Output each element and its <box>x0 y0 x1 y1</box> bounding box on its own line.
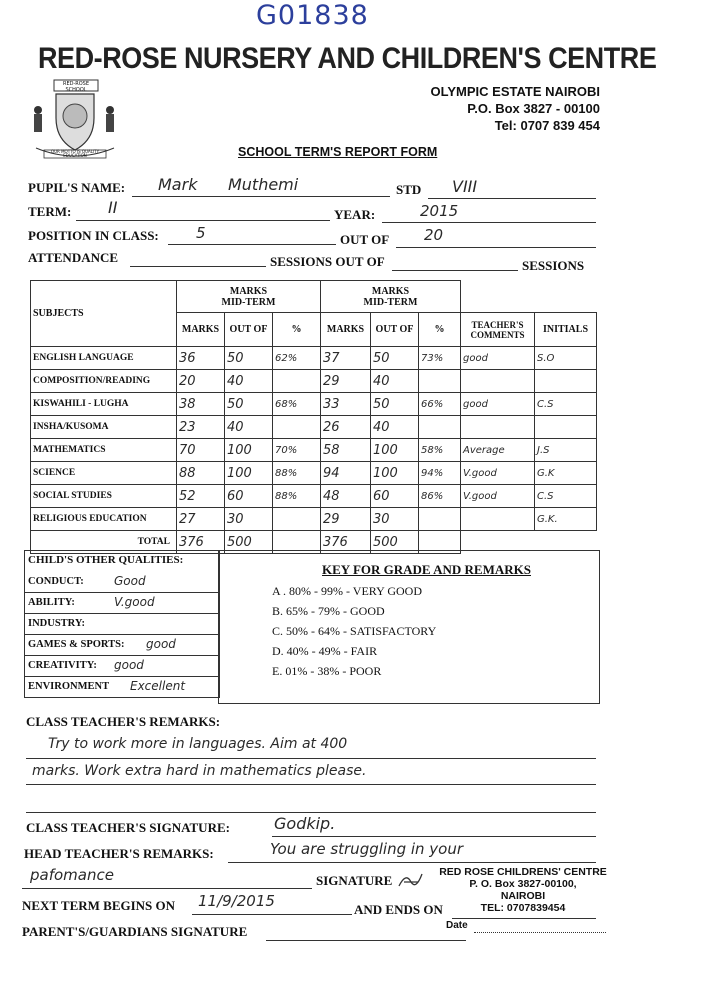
year-line <box>382 222 596 223</box>
empty-header-cell <box>461 281 597 313</box>
quality-divider <box>24 655 218 656</box>
stamp-line: P. O. Box 3827-00100, <box>469 878 577 890</box>
total-marks-1: 376 <box>177 531 225 554</box>
key-item: B. 65% - 79% - GOOD <box>272 604 385 618</box>
marks-2-cell: 33 <box>321 393 371 416</box>
initials-cell <box>535 370 597 393</box>
pct-2-cell: 73% <box>419 347 461 370</box>
subject-cell: INSHA/KUSOMA <box>31 416 177 439</box>
sessions-label: SESSIONS <box>522 258 585 273</box>
term-line <box>76 220 330 221</box>
stamp-line: RED ROSE CHILDRENS' CENTRE <box>439 866 607 878</box>
initials-cell: J.S <box>535 439 597 462</box>
comment-cell <box>461 508 535 531</box>
remarks-line-3 <box>26 812 596 813</box>
address-line: OLYMPIC ESTATE NAIROBI <box>430 84 600 99</box>
initials-cell <box>535 416 597 439</box>
table-row <box>31 439 597 462</box>
initials-cell: G.K <box>535 462 597 485</box>
pct-1-cell: 88% <box>273 462 321 485</box>
midterm-header-2 <box>321 281 461 313</box>
quality-value: Excellent <box>130 679 186 693</box>
table-row <box>31 347 597 370</box>
pct-1-cell <box>273 370 321 393</box>
pct-1-cell: 68% <box>273 393 321 416</box>
ends-on-label: AND ENDS ON <box>354 902 443 917</box>
class-teacher-remarks-label: CLASS TEACHER'S REMARKS: <box>26 714 221 729</box>
comment-cell: V.good <box>461 462 535 485</box>
out-of-1-cell: 100 <box>225 462 273 485</box>
key-item: E. 01% - 38% - POOR <box>272 664 382 678</box>
pupil-name-line <box>132 196 390 197</box>
comment-cell: V.good <box>461 485 535 508</box>
logo-motto: OUR MOTTO IS QUALITY EDUCATION <box>50 149 100 158</box>
total-label: TOTAL <box>31 531 177 554</box>
marks-2-cell: 26 <box>321 416 371 439</box>
position-label: POSITION IN CLASS: <box>28 228 159 243</box>
pct-2-cell <box>419 508 461 531</box>
initials-cell: C.S <box>535 393 597 416</box>
school-logo <box>30 78 120 164</box>
out-of-1-cell: 60 <box>225 485 273 508</box>
pct-1-cell: 62% <box>273 347 321 370</box>
out-of-2-cell: 50 <box>371 347 419 370</box>
address-line: Tel: 0707 839 454 <box>494 118 600 133</box>
quality-divider <box>24 592 218 593</box>
initials-cell: G.K. <box>535 508 597 531</box>
out-of-1-cell: 50 <box>225 347 273 370</box>
year-label: YEAR: <box>334 207 376 222</box>
parent-signature-label: PARENT'S/GUARDIANS SIGNATURE <box>22 924 248 939</box>
out-of-1-cell: 50 <box>225 393 273 416</box>
out-of-1-cell: 100 <box>225 439 273 462</box>
out-of-1-cell: 40 <box>225 370 273 393</box>
midterm-header-1-line2: MID-TERM <box>221 296 276 308</box>
comment-cell <box>461 416 535 439</box>
remarks-line-1 <box>26 758 596 759</box>
head-teacher-signature <box>396 870 426 892</box>
comment-cell <box>461 370 535 393</box>
sessions-out-of-label: SESSIONS OUT OF <box>270 254 385 269</box>
marks-1-cell: 23 <box>177 416 225 439</box>
sessions-line <box>392 270 518 271</box>
total-out-of-2: 500 <box>371 531 419 554</box>
next-term-line <box>192 914 352 915</box>
class-teacher-signature: Godkip. <box>274 814 336 833</box>
out-of-2-cell: 60 <box>371 485 419 508</box>
key-item: D. 40% - 49% - FAIR <box>272 644 378 658</box>
class-teacher-remarks-1: Try to work more in languages. Aim at 400 <box>48 736 348 752</box>
out-of-2-cell: 100 <box>371 462 419 485</box>
col-initials: INITIALS <box>535 313 597 347</box>
subject-cell: RELIGIOUS EDUCATION <box>31 508 177 531</box>
table-row <box>31 370 597 393</box>
col-marks-1: MARKS <box>177 313 225 347</box>
pct-2-cell <box>419 370 461 393</box>
term-value: II <box>108 198 118 217</box>
address-line: P.O. Box 3827 - 00100 <box>467 101 600 116</box>
remarks-line-2 <box>26 784 596 785</box>
marks-2-cell: 37 <box>321 347 371 370</box>
subject-cell: ENGLISH LANGUAGE <box>31 347 177 370</box>
subject-cell: KISWAHILI - LUGHA <box>31 393 177 416</box>
quality-label: ENVIRONMENT <box>28 681 110 692</box>
quality-value: Good <box>114 574 146 588</box>
term-label: TERM: <box>28 204 72 219</box>
class-teacher-remarks-2: marks. Work extra hard in mathematics please. <box>32 763 367 779</box>
subject-cell: SCIENCE <box>31 462 177 485</box>
subjects-header <box>31 281 177 347</box>
marks-table <box>30 280 597 554</box>
marks-2-cell: 29 <box>321 508 371 531</box>
position-value: 5 <box>196 224 206 242</box>
logo-top-text: RED-ROSE SCHOOL <box>62 81 90 93</box>
marks-2-cell: 29 <box>321 370 371 393</box>
quality-label: CONDUCT: <box>28 576 84 587</box>
head-teacher-remarks-label: HEAD TEACHER'S REMARKS: <box>24 846 214 861</box>
class-sig-line <box>272 836 596 837</box>
quality-divider <box>24 676 218 677</box>
std-line <box>428 198 596 199</box>
table-row <box>31 508 597 531</box>
midterm-header-1 <box>177 281 321 313</box>
col-comments: TEACHER'S COMMENTS <box>461 313 535 347</box>
marks-1-cell: 52 <box>177 485 225 508</box>
comment-cell: Average <box>461 439 535 462</box>
next-term-label: NEXT TERM BEGINS ON <box>22 898 176 913</box>
quality-divider <box>24 634 218 635</box>
pct-1-cell <box>273 416 321 439</box>
head-remarks-line <box>228 862 596 863</box>
document-id: G01838 <box>256 0 369 31</box>
quality-label: ABILITY: <box>28 597 75 608</box>
quality-value: good <box>146 637 176 651</box>
comment-cell: good <box>461 393 535 416</box>
head-teacher-remarks-2: pafomance <box>30 866 114 884</box>
key-title: KEY FOR GRADE AND REMARKS <box>322 562 531 577</box>
table-row <box>31 485 597 508</box>
subjects-header-text: SUBJECTS <box>33 308 84 319</box>
total-marks-2: 376 <box>321 531 371 554</box>
initials-cell: C.S <box>535 485 597 508</box>
table-row <box>31 462 597 485</box>
table-row <box>31 416 597 439</box>
out-of-2-cell: 40 <box>371 370 419 393</box>
marks-1-cell: 20 <box>177 370 225 393</box>
qualities-title: CHILD'S OTHER QUALITIES: <box>28 554 184 566</box>
pct-2-cell: 86% <box>419 485 461 508</box>
std-value: VIII <box>452 177 478 196</box>
out-of-value: 20 <box>424 226 444 244</box>
ends-on-line <box>452 918 596 919</box>
col-pct-1: % <box>273 313 321 347</box>
pct-2-cell: 94% <box>419 462 461 485</box>
pct-1-cell <box>273 508 321 531</box>
out-of-2-cell: 40 <box>371 416 419 439</box>
school-address <box>380 83 600 134</box>
quality-value: good <box>114 658 144 672</box>
attendance-line <box>130 266 266 267</box>
initials-cell: S.O <box>535 347 597 370</box>
out-of-label: OUT OF <box>340 232 390 247</box>
quality-label: GAMES & SPORTS: <box>28 639 125 650</box>
quality-label: INDUSTRY: <box>28 618 86 629</box>
marks-1-cell: 38 <box>177 393 225 416</box>
marks-1-cell: 27 <box>177 508 225 531</box>
year-value: 2015 <box>420 202 459 220</box>
quality-divider <box>24 613 218 614</box>
std-label: STD <box>396 182 422 197</box>
form-title: SCHOOL TERM'S REPORT FORM <box>238 145 438 159</box>
school-stamp <box>428 866 618 914</box>
pct-1-cell: 88% <box>273 485 321 508</box>
marks-2-cell: 58 <box>321 439 371 462</box>
subject-cell: MATHEMATICS <box>31 439 177 462</box>
midterm-header-2-line1: MARKS <box>371 285 410 297</box>
col-pct-2: % <box>419 313 461 347</box>
col-marks-2: MARKS <box>321 313 371 347</box>
col-out-of-2: OUT OF <box>371 313 419 347</box>
pct-2-cell <box>419 416 461 439</box>
stamp-date-label: Date <box>446 920 468 931</box>
head-teacher-remarks-1: You are struggling in your <box>270 840 464 858</box>
quality-value: V.good <box>114 595 155 609</box>
out-of-2-cell: 100 <box>371 439 419 462</box>
marks-1-cell: 70 <box>177 439 225 462</box>
out-of-2-cell: 50 <box>371 393 419 416</box>
key-item: C. 50% - 64% - SATISFACTORY <box>272 624 437 638</box>
head-remarks-line-2 <box>22 888 312 889</box>
key-item: A . 80% - 99% - VERY GOOD <box>272 584 422 598</box>
out-of-1-cell: 30 <box>225 508 273 531</box>
quality-label: CREATIVITY: <box>28 660 97 671</box>
subject-cell: COMPOSITION/READING <box>31 370 177 393</box>
col-out-of-1: OUT OF <box>225 313 273 347</box>
pct-2-cell: 66% <box>419 393 461 416</box>
out-of-1-cell: 40 <box>225 416 273 439</box>
midterm-header-1-line1: MARKS <box>229 285 268 297</box>
marks-2-cell: 94 <box>321 462 371 485</box>
school-name: RED-ROSE NURSERY AND CHILDREN'S CENTRE <box>38 42 657 75</box>
pct-1-cell: 70% <box>273 439 321 462</box>
comment-cell: good <box>461 347 535 370</box>
class-teacher-signature-label: CLASS TEACHER'S SIGNATURE: <box>26 820 230 835</box>
pct-2-cell: 58% <box>419 439 461 462</box>
marks-2-cell: 48 <box>321 485 371 508</box>
next-term-value: 11/9/2015 <box>198 892 275 910</box>
marks-1-cell: 36 <box>177 347 225 370</box>
subject-cell: SOCIAL STUDIES <box>31 485 177 508</box>
stamp-date-line <box>474 932 606 933</box>
pupil-name-label: PUPIL'S NAME: <box>28 180 126 195</box>
marks-1-cell: 88 <box>177 462 225 485</box>
position-line <box>168 244 336 245</box>
signature-label: SIGNATURE <box>316 873 393 888</box>
stamp-line: NAIROBI <box>500 890 546 902</box>
midterm-header-2-line2: MID-TERM <box>363 296 418 308</box>
out-of-line <box>396 247 596 248</box>
parent-sig-line <box>266 940 466 941</box>
table-row <box>31 393 597 416</box>
out-of-2-cell: 30 <box>371 508 419 531</box>
total-out-of-1: 500 <box>225 531 273 554</box>
pupil-name-value: Mark Muthemi <box>158 175 299 194</box>
attendance-label: ATTENDANCE <box>28 250 119 265</box>
stamp-line: TEL: 0707839454 <box>480 902 566 914</box>
